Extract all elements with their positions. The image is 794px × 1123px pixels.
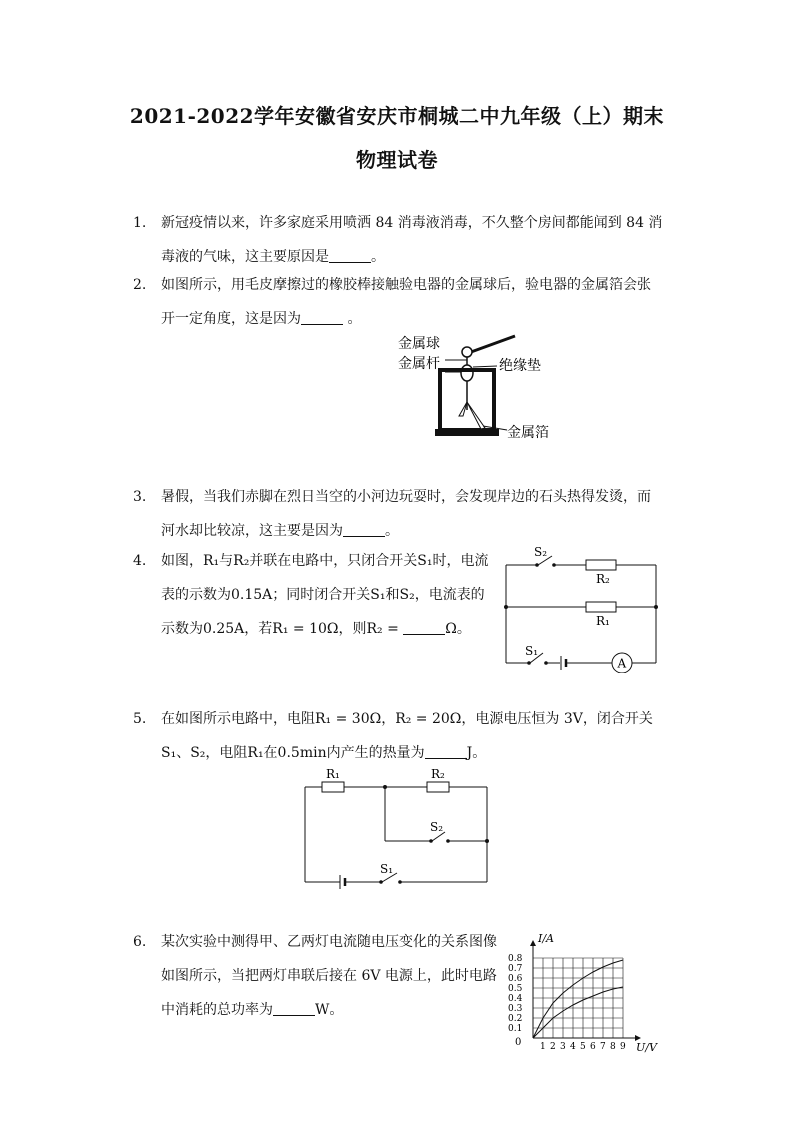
- label-r1: R₁: [596, 614, 610, 628]
- resistor-r2: [427, 782, 449, 792]
- answer-blank[interactable]: [329, 248, 371, 263]
- question-5: [133, 702, 663, 770]
- answer-blank[interactable]: [403, 620, 445, 635]
- label-metal-ball: 金属球: [398, 336, 440, 352]
- exam-title-line1: 2021-2022学年安徽省安庆市桐城二中九年级（上）期末: [129, 104, 665, 128]
- question-text: 如图，R₁与R₂并联在电路中，只闭合开关S₁时，电流表的示数为0.15A；同时闭合开关S₁和S₂，电流表的示数为0.25A，若R₁ = 10Ω，则R₂ = Ω。: [161, 553, 489, 637]
- label-r1: R₁: [326, 767, 340, 781]
- x-tick-label: 8: [610, 1042, 616, 1052]
- question-number: 6.: [133, 934, 147, 950]
- answer-blank[interactable]: [301, 310, 343, 325]
- x-tick-label: 5: [580, 1042, 586, 1052]
- question-1: [133, 206, 663, 274]
- question-text: 如图所示，用毛皮摩擦过的橡胶棒接触验电器的金属球后，验电器的金属箔会张开一定角度，这是因为 。: [161, 277, 651, 327]
- rubber-rod: [471, 336, 515, 352]
- y-tick-label: 0.7: [508, 964, 523, 974]
- question-text: 暑假，当我们赤脚在烈日当空的小河边玩耍时，会发现岸边的石头热得发烫，而河水却比较凉，这主要是因为 。: [161, 489, 651, 539]
- y-tick-label: 0.4: [508, 994, 523, 1004]
- electroscope-figure: [395, 330, 565, 445]
- origin-label: 0: [515, 1037, 522, 1048]
- answer-blank[interactable]: [273, 1001, 315, 1016]
- y-tick-label: 0.2: [508, 1014, 523, 1024]
- y-tick-label: 0.8: [508, 954, 523, 964]
- electroscope-base: [435, 429, 499, 436]
- lamp-a-curve: [533, 960, 623, 1038]
- x-tick-label: 3: [560, 1042, 566, 1052]
- x-tick-label: 6: [590, 1042, 596, 1052]
- x-axis-label: U/V: [636, 1041, 657, 1054]
- label-s2: S₂: [430, 820, 444, 834]
- label-insulating-pad: 绝缘垫: [499, 358, 541, 374]
- resistor-r1: [586, 602, 616, 612]
- x-tick-label: 7: [600, 1042, 606, 1052]
- question-number: 4.: [133, 553, 147, 569]
- question-number: 1.: [133, 215, 147, 231]
- resistor-r2: [586, 560, 616, 570]
- label-metal-foil: 金属箔: [507, 425, 549, 441]
- y-tick-label: 0.6: [508, 974, 523, 984]
- label-s1: S₁: [525, 644, 539, 658]
- question-number: 5.: [133, 711, 147, 727]
- label-metal-rod: 金属杆: [398, 356, 440, 372]
- y-tick-label: 0.3: [508, 1004, 523, 1014]
- y-tick-label: 0.1: [508, 1024, 523, 1034]
- y-tick-label: 0.5: [508, 984, 523, 994]
- insulating-pad: [461, 365, 473, 381]
- label-r2: R₂: [596, 572, 610, 586]
- answer-blank[interactable]: [343, 522, 385, 537]
- metal-ball: [462, 347, 472, 357]
- label-r2: R₂: [431, 767, 445, 781]
- exam-title-line2: 物理试卷: [356, 148, 438, 172]
- x-tick-label: 4: [570, 1042, 576, 1052]
- series-circuit-figure: [300, 765, 495, 890]
- y-axis-label: I/A: [538, 932, 554, 945]
- x-tick-label: 2: [550, 1042, 556, 1052]
- question-text: 新冠疫情以来，许多家庭采用喷洒 84 消毒液消毒，不久整个房间都能闻到 84 消毒液的气味，这主要原因是 。: [161, 215, 663, 265]
- question-3: [133, 480, 663, 548]
- question-6: [133, 925, 503, 1027]
- question-text: 某次实验中测得甲、乙两灯电流随电压变化的关系图像如图所示，当把两灯串联后接在 6V 电源上，此时电路中消耗的总功率为 W。: [161, 934, 497, 1018]
- parallel-circuit-figure: [498, 543, 663, 673]
- resistor-r1: [322, 782, 344, 792]
- iu-graph-figure: [505, 928, 665, 1056]
- label-s1: S₁: [380, 862, 394, 876]
- question-number: 3.: [133, 489, 147, 505]
- question-text: 在如图所示电路中，电阻R₁ = 30Ω，R₂ = 20Ω，电源电压恒为 3V，闭合开关S₁、S₂，电阻R₁在0.5min内产生的热量为 J。: [161, 711, 653, 761]
- answer-blank[interactable]: [425, 744, 467, 759]
- question-4: [133, 544, 493, 646]
- x-tick-label: 1: [540, 1042, 546, 1052]
- question-number: 2.: [133, 277, 147, 293]
- label-s2: S₂: [534, 545, 548, 559]
- label-ammeter: A: [617, 656, 627, 671]
- x-tick-label: 9: [620, 1042, 626, 1052]
- question-2: [133, 268, 663, 336]
